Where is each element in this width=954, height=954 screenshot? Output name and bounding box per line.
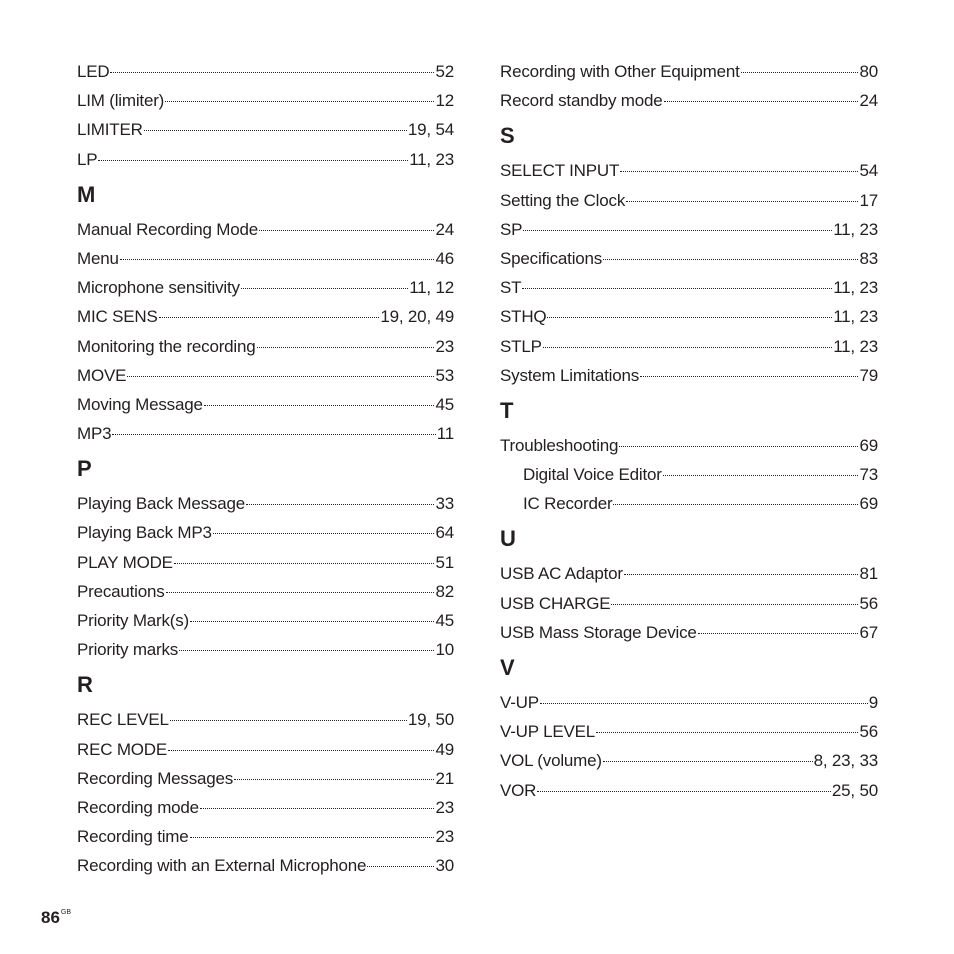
index-term: STHQ bbox=[500, 307, 547, 327]
dot-leader bbox=[626, 201, 858, 202]
index-term: IC Recorder bbox=[523, 494, 613, 514]
index-page-refs: 53 bbox=[435, 365, 454, 385]
index-page-refs: 23 bbox=[435, 336, 454, 356]
index-entry-moving-message bbox=[77, 390, 454, 419]
section-letter-p: P bbox=[77, 456, 92, 482]
index-term: LED bbox=[77, 62, 110, 81]
index-entry-led bbox=[77, 57, 454, 86]
section-letter-v: V bbox=[500, 655, 515, 680]
index-term: LIM (limiter) bbox=[77, 91, 165, 111]
index-entry-monitoring-the-recording bbox=[77, 332, 454, 361]
dot-leader bbox=[144, 130, 407, 131]
index-page-refs: 52 bbox=[435, 62, 454, 81]
index-term: Recording Messages bbox=[77, 768, 234, 788]
dot-leader bbox=[174, 563, 435, 564]
dot-leader bbox=[537, 791, 831, 792]
index-term: V-UP LEVEL bbox=[500, 722, 596, 742]
index-page-refs: 11, 23 bbox=[833, 219, 878, 239]
section-letter-m: M bbox=[77, 181, 96, 207]
index-term: Playing Back Message bbox=[77, 494, 245, 514]
index-page-refs: 9 bbox=[868, 693, 878, 712]
index-page-refs: 11, 23 bbox=[409, 149, 454, 169]
index-entry-move bbox=[77, 361, 454, 390]
index-term: Priority Mark(s) bbox=[77, 611, 190, 630]
dot-leader bbox=[190, 621, 434, 622]
index-entry-microphone-sensitivity bbox=[77, 273, 454, 302]
dot-leader bbox=[698, 633, 859, 634]
index-column-left bbox=[77, 57, 454, 881]
dot-leader bbox=[259, 230, 434, 231]
index-page-refs: 21 bbox=[435, 768, 454, 788]
index-entry-setting-the-clock bbox=[500, 186, 878, 215]
index-term: V-UP bbox=[500, 693, 539, 712]
index-page-refs: 11, 23 bbox=[833, 307, 878, 327]
dot-leader bbox=[603, 259, 858, 260]
index-entry-menu bbox=[77, 244, 454, 273]
dot-leader bbox=[640, 376, 858, 377]
index-term: STLP bbox=[500, 336, 542, 356]
index-term: Menu bbox=[77, 248, 119, 268]
dot-leader bbox=[204, 405, 435, 406]
index-entry-lim-limiter bbox=[77, 86, 454, 115]
index-page-refs: 73 bbox=[859, 465, 878, 485]
index-term: Priority marks bbox=[77, 640, 179, 660]
index-term: Specifications bbox=[500, 248, 603, 268]
index-page-refs: 17 bbox=[859, 190, 878, 210]
dot-leader bbox=[170, 720, 407, 721]
index-page-refs: 24 bbox=[859, 91, 878, 111]
index-entry-lp bbox=[77, 145, 454, 174]
dot-leader bbox=[246, 504, 435, 505]
index-term: USB Mass Storage Device bbox=[500, 622, 697, 642]
dot-leader bbox=[620, 171, 858, 172]
page-number-value: 86 bbox=[41, 908, 60, 927]
index-entry-recording-messages bbox=[77, 764, 454, 793]
index-column-right bbox=[500, 57, 878, 805]
index-term: SP bbox=[500, 219, 523, 239]
index-entry-limiter bbox=[77, 115, 454, 144]
index-page-refs: 69 bbox=[859, 435, 878, 455]
index-page-refs: 79 bbox=[859, 365, 878, 385]
index-entry-priority-marks bbox=[77, 635, 454, 664]
index-term: Recording with Other Equipment bbox=[500, 62, 740, 81]
index-page-refs: 23 bbox=[435, 827, 454, 847]
index-entry-precautions bbox=[77, 577, 454, 606]
index-page-refs: 81 bbox=[859, 564, 878, 584]
index-term: MOVE bbox=[77, 365, 127, 385]
index-entry-usb-ac-adaptor bbox=[500, 559, 878, 588]
index-entry-vol-volume bbox=[500, 746, 878, 775]
section-letter-u: U bbox=[500, 526, 516, 552]
index-entry-select-input bbox=[500, 156, 878, 185]
index-term: Record standby mode bbox=[500, 91, 663, 111]
index-page-refs: 11 bbox=[436, 424, 454, 444]
index-entry-rec-mode bbox=[77, 735, 454, 764]
index-page-refs: 19, 20, 49 bbox=[380, 307, 454, 327]
dot-leader bbox=[741, 72, 859, 73]
index-entry-recording-with-other-equipment bbox=[500, 57, 878, 86]
index-term: Microphone sensitivity bbox=[77, 278, 240, 298]
index-entry-usb-charge bbox=[500, 589, 878, 618]
index-entry-manual-recording-mode bbox=[77, 215, 454, 244]
dot-leader bbox=[624, 574, 859, 575]
index-entry-specifications bbox=[500, 244, 878, 273]
dot-leader bbox=[540, 703, 868, 704]
index-page-refs: 11, 12 bbox=[409, 278, 454, 298]
dot-leader bbox=[234, 779, 434, 780]
index-page-refs: 45 bbox=[435, 611, 454, 630]
index-page-refs: 24 bbox=[435, 219, 454, 239]
dot-leader bbox=[613, 504, 858, 505]
dot-leader bbox=[257, 347, 435, 348]
index-term: ST bbox=[500, 278, 522, 298]
index-entry-mp3 bbox=[77, 419, 454, 448]
index-entry-priority-mark-s bbox=[77, 606, 454, 635]
dot-leader bbox=[159, 317, 380, 318]
index-entry-troubleshooting bbox=[500, 431, 878, 460]
dot-leader bbox=[110, 72, 434, 73]
dot-leader bbox=[603, 761, 813, 762]
index-term: Manual Recording Mode bbox=[77, 219, 259, 239]
index-entry-v-up bbox=[500, 688, 878, 717]
dot-leader bbox=[190, 837, 435, 838]
index-page-refs: 54 bbox=[859, 161, 878, 181]
dot-leader bbox=[168, 750, 434, 751]
dot-leader bbox=[120, 259, 435, 260]
dot-leader bbox=[619, 446, 858, 447]
index-page-refs: 80 bbox=[859, 62, 878, 81]
index-entry-record-standby-mode bbox=[500, 86, 878, 115]
index-term: REC LEVEL bbox=[77, 710, 169, 730]
index-entry-sthq bbox=[500, 302, 878, 331]
index-term: LP bbox=[77, 149, 98, 169]
index-page-refs: 46 bbox=[435, 248, 454, 268]
dot-leader bbox=[522, 288, 832, 289]
index-page-refs: 19, 54 bbox=[407, 120, 454, 140]
dot-leader bbox=[611, 604, 858, 605]
index-page-refs: 8, 23, 33 bbox=[813, 751, 878, 771]
index-page-refs: 64 bbox=[435, 523, 454, 543]
dot-leader bbox=[664, 101, 859, 102]
index-page-refs: 67 bbox=[859, 622, 878, 642]
page-number bbox=[41, 908, 71, 928]
index-page-refs: 12 bbox=[435, 91, 454, 111]
index-entry-rec-level bbox=[77, 705, 454, 734]
index-term: VOL (volume) bbox=[500, 751, 602, 771]
index-page-refs: 11, 23 bbox=[833, 278, 878, 298]
index-page-refs: 69 bbox=[859, 494, 878, 514]
region-code: GB bbox=[60, 909, 72, 916]
index-term: SELECT INPUT bbox=[500, 161, 620, 181]
index-page-refs: 51 bbox=[435, 552, 454, 572]
index-subentry-digital-voice-editor bbox=[500, 460, 878, 489]
index-page-refs: 11, 23 bbox=[833, 336, 878, 356]
index-page-refs: 49 bbox=[435, 739, 454, 759]
dot-leader bbox=[200, 808, 435, 809]
index-page-refs: 23 bbox=[435, 797, 454, 817]
index-subentry-ic-recorder bbox=[500, 489, 878, 518]
index-page-refs: 10 bbox=[435, 640, 454, 660]
section-letter-s: S bbox=[500, 123, 515, 149]
index-term: USB CHARGE bbox=[500, 593, 611, 613]
index-entry-system-limitations bbox=[500, 361, 878, 390]
index-entry-st bbox=[500, 273, 878, 302]
index-page-refs: 19, 50 bbox=[407, 710, 454, 730]
dot-leader bbox=[213, 533, 435, 534]
index-page-refs: 25, 50 bbox=[831, 780, 878, 800]
index-page-refs: 82 bbox=[435, 581, 454, 601]
index-entry-recording-time bbox=[77, 822, 454, 851]
index-page-refs: 45 bbox=[435, 394, 454, 414]
dot-leader bbox=[179, 650, 434, 651]
dot-leader bbox=[523, 230, 832, 231]
index-page-refs: 56 bbox=[859, 722, 878, 742]
index-term: Playing Back MP3 bbox=[77, 523, 212, 543]
dot-leader bbox=[663, 475, 859, 476]
index-entry-sp bbox=[500, 215, 878, 244]
index-entry-usb-mass-storage-device bbox=[500, 618, 878, 647]
index-term: REC MODE bbox=[77, 739, 168, 759]
index-entry-recording-mode bbox=[77, 793, 454, 822]
dot-leader bbox=[543, 347, 832, 348]
index-term: Troubleshooting bbox=[500, 435, 619, 455]
dot-leader bbox=[367, 866, 434, 867]
index-term: Recording with an External Microphone bbox=[77, 856, 367, 876]
index-term: MP3 bbox=[77, 424, 112, 444]
index-term: MIC SENS bbox=[77, 307, 158, 327]
index-term: Digital Voice Editor bbox=[523, 465, 662, 485]
index-term: PLAY MODE bbox=[77, 552, 173, 572]
index-term: Setting the Clock bbox=[500, 190, 626, 210]
index-entry-recording-with-an-external-microphone bbox=[77, 851, 454, 880]
section-letter-r: R bbox=[77, 672, 93, 698]
index-term: VOR bbox=[500, 780, 537, 800]
index-entry-v-up-level bbox=[500, 717, 878, 746]
index-entry-mic-sens bbox=[77, 302, 454, 331]
dot-leader bbox=[98, 160, 408, 161]
index-entry-stlp bbox=[500, 332, 878, 361]
dot-leader bbox=[112, 434, 435, 435]
index-page-refs: 33 bbox=[435, 494, 454, 514]
index-term: Recording mode bbox=[77, 797, 199, 817]
index-term: Precautions bbox=[77, 581, 165, 601]
dot-leader bbox=[127, 376, 434, 377]
dot-leader bbox=[547, 317, 832, 318]
index-entry-playing-back-message bbox=[77, 489, 454, 518]
index-entry-playing-back-mp3 bbox=[77, 518, 454, 547]
index-term: Monitoring the recording bbox=[77, 336, 256, 356]
index-entry-play-mode bbox=[77, 548, 454, 577]
index-term: LIMITER bbox=[77, 120, 143, 140]
index-term: System Limitations bbox=[500, 365, 640, 385]
index-term: USB AC Adaptor bbox=[500, 564, 623, 584]
dot-leader bbox=[165, 101, 434, 102]
dot-leader bbox=[596, 732, 858, 733]
dot-leader bbox=[241, 288, 408, 289]
index-page-refs: 30 bbox=[435, 856, 454, 876]
index-term: Moving Message bbox=[77, 394, 203, 414]
index-page-refs: 83 bbox=[859, 248, 878, 268]
index-page-refs: 56 bbox=[859, 593, 878, 613]
index-entry-vor bbox=[500, 776, 878, 805]
dot-leader bbox=[166, 592, 435, 593]
index-term: Recording time bbox=[77, 827, 189, 847]
section-letter-t: T bbox=[500, 397, 514, 423]
